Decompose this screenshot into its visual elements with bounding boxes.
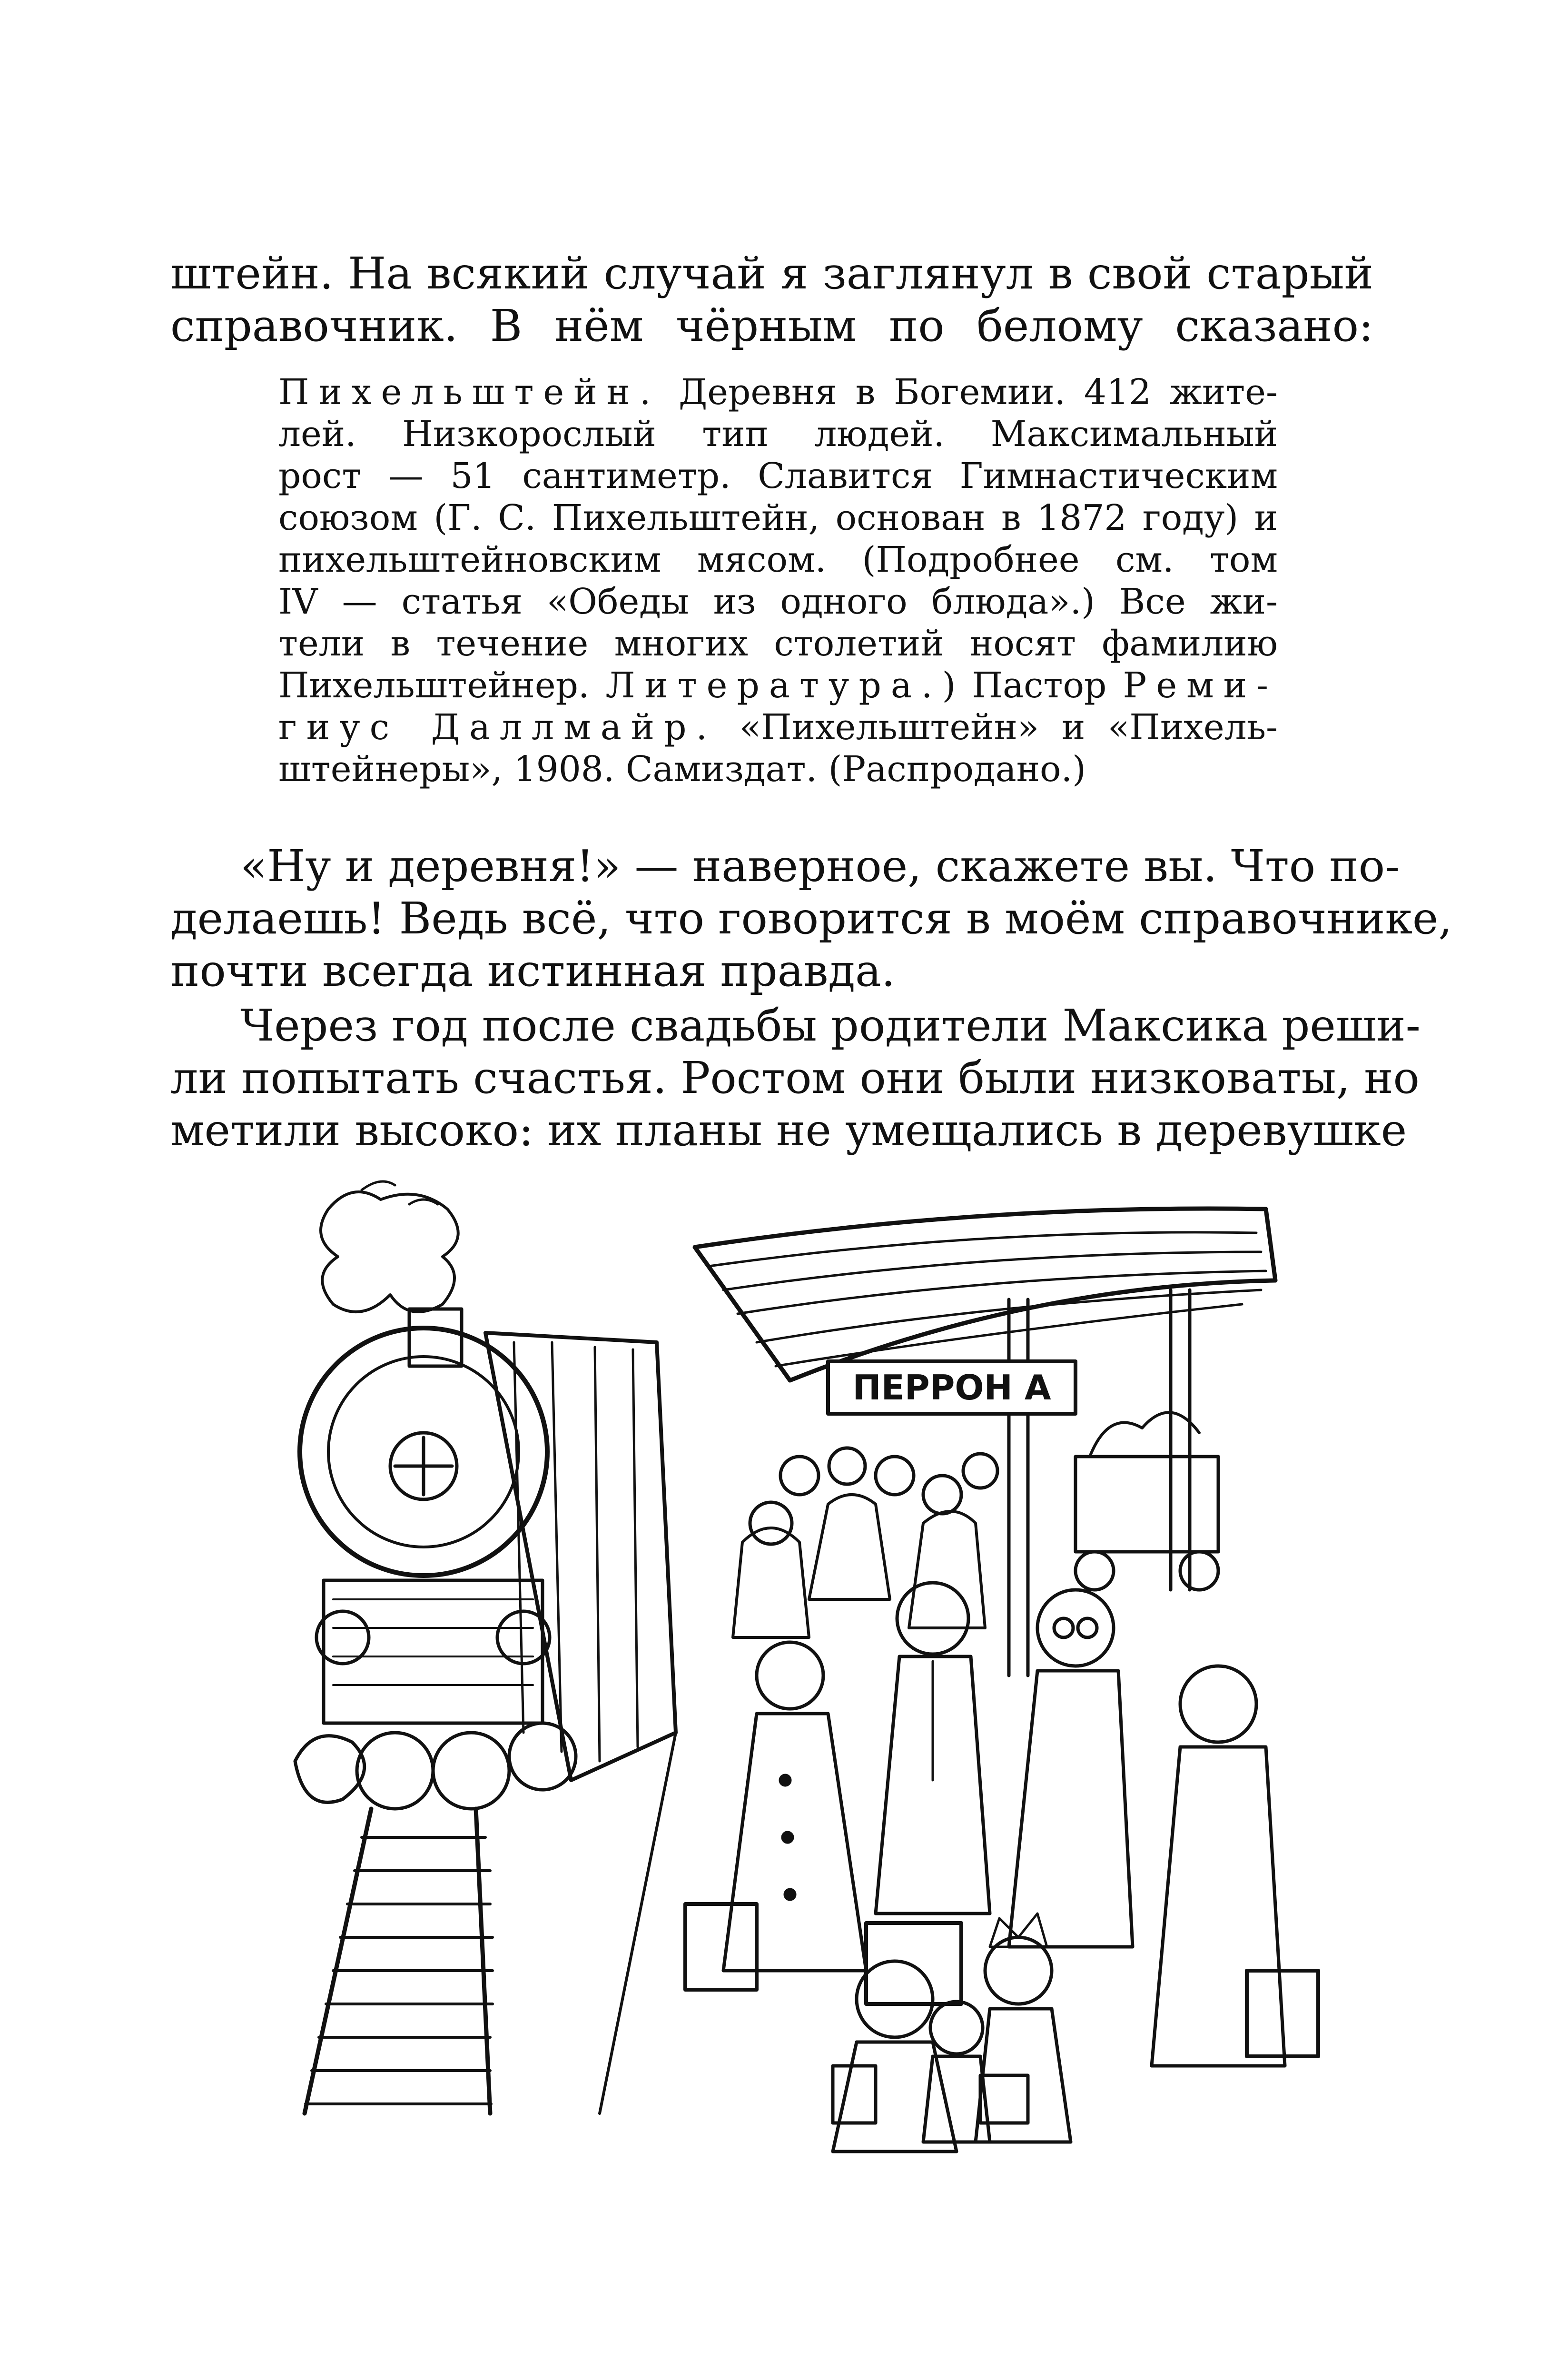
p1-line-2: делаешь! Ведь всё, что говорится в моём справочнике, xyxy=(170,893,1452,944)
entry-line-1-rest: Деревня в Богемии. 412 жите- xyxy=(679,372,1278,413)
entry-line-8-rest: ) Пастор xyxy=(942,665,1107,706)
p1-line-3: почти всегда истинная правда. xyxy=(170,945,896,996)
train-station-illustration xyxy=(266,1161,1323,2161)
entry-line-4: союзом (Г. С. Пихельштейн, основан в 1872 году) и xyxy=(278,497,1278,538)
crowd xyxy=(685,1448,1318,2152)
entry-last-line: штейнеры», 1908. Самиздат. (Распродано.) xyxy=(278,749,1086,790)
entry-line-8-start: Пихельштейнер. xyxy=(278,665,590,706)
entry-line-7: тели в течение многих столетий носят фамилию xyxy=(278,623,1278,664)
entry-line-2: лей. Низкорослый тип людей. Максимальный xyxy=(278,414,1278,455)
entry-line-8 xyxy=(278,664,1278,706)
p2-line-1: Через год после свадьбы родители Максика реши- xyxy=(240,1000,1421,1051)
entry-line-5: пихельштейновским мясом. (Подробнее см. том xyxy=(278,539,1278,580)
entry-line-3: рост — 51 сантиметр. Славится Гимнастическим xyxy=(278,456,1278,496)
p2-line-3: метили высоко: их планы не умещались в деревушке xyxy=(170,1105,1407,1156)
author-name-spaced: гиус Даллмайр. xyxy=(278,707,717,748)
luggage-cart xyxy=(1076,1412,1218,1590)
locomotive xyxy=(295,1181,676,1809)
entry-line-1 xyxy=(278,371,1278,413)
platform-roof xyxy=(695,1209,1275,1676)
author-first-part: Реми- xyxy=(1123,665,1278,706)
literature-label: Литература. xyxy=(605,665,942,706)
entry-line-9 xyxy=(278,706,1278,748)
platform-sign-text: ПЕРРОН А xyxy=(852,1368,1051,1408)
top-paragraph-line-1: штейн. На всякий случай я заглянул в свой старый xyxy=(170,248,1373,299)
entry-headword: Пихельштейн. xyxy=(278,372,661,413)
entry-line-9-rest: «Пихельштейн» и «Пихель- xyxy=(739,707,1278,748)
top-paragraph-line-2: справочник. В нём чёрным по белому сказано: xyxy=(170,300,1373,351)
entry-line-6: IV — статья «Обеды из одного блюда».) Все жи- xyxy=(278,581,1278,622)
p2-line-2: ли попытать счастья. Ростом они были низковаты, но xyxy=(170,1052,1420,1103)
platform-sign xyxy=(828,1361,1076,1414)
p1-line-1: «Ну и деревня!» — наверное, скажете вы. Что по- xyxy=(240,841,1400,892)
